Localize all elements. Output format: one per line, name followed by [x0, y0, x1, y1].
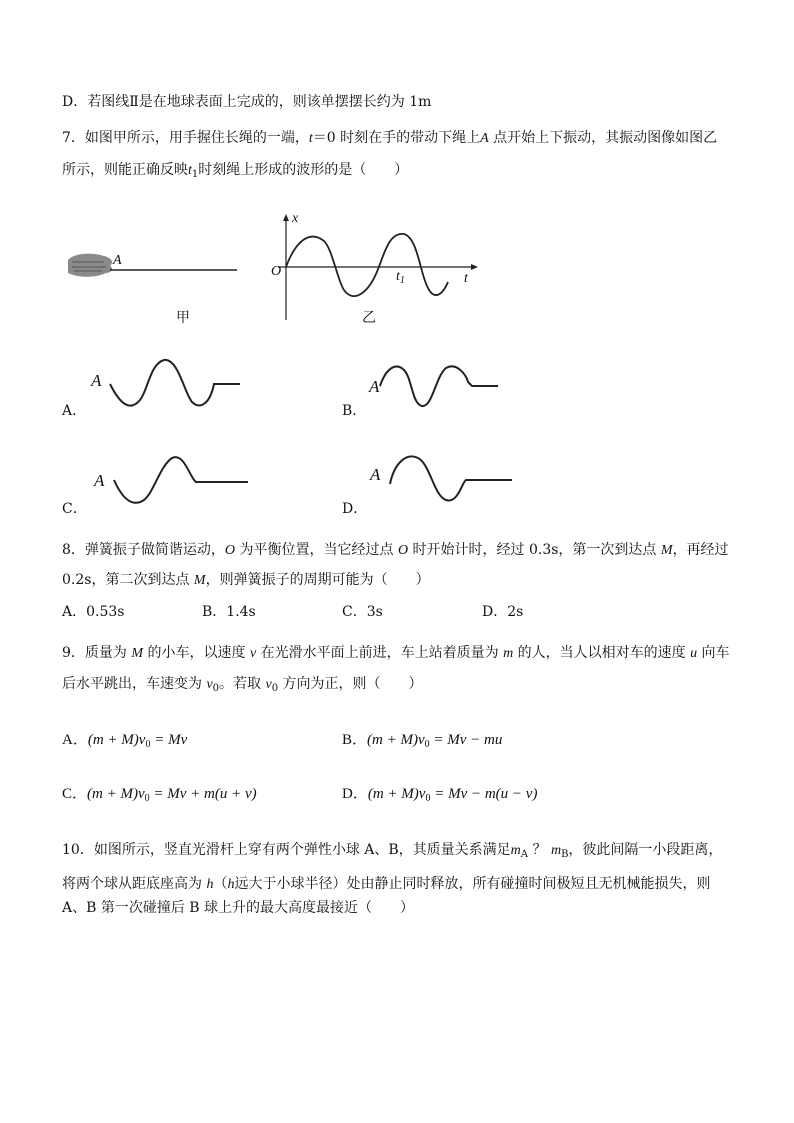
q7-point-a-label: A	[113, 253, 122, 268]
hand-icon	[68, 254, 112, 277]
t-axis-arrow-icon	[471, 264, 478, 270]
q7-stem-line1: 7．如图甲所示，用手握住长绳的一端，t＝0 时刻在手的带动下绳上A 点开始上下振动，其振动图像如图乙	[62, 130, 718, 146]
q7-option-a-wave	[100, 352, 250, 412]
q7-stem-line2: 所示，则能正确反映$t_1$时刻绳上形成的波形的是（ ）	[62, 162, 409, 180]
q8-option-c[interactable]: C．3s	[342, 604, 383, 620]
q7-option-a-point: A	[91, 371, 102, 390]
q9-stem-line2: 后水平跳出，车速变为 $v_0$。若取 $v_0$ 方向为正，则（ ）	[62, 676, 423, 694]
q7-fig-jia-caption: 甲	[176, 310, 190, 326]
q7-axis-t-label: t	[464, 271, 468, 286]
q10-stem-line1: 10．如图所示，竖直光滑杆上穿有两个弹性小球 A、B，其质量关系满足$m_A$ ？ $m_B$，彼此间隔一小段距离，	[62, 842, 723, 860]
q7-option-d-letter[interactable]: D．	[342, 501, 368, 517]
q9-stem-line1: 9．质量为 M 的小车，以速度 v 在光滑水平面上前进，车上站着质量为 m 的人，当人以相对车的速度 u 向车	[62, 645, 730, 661]
q7-option-b-point: A	[369, 377, 380, 396]
x-axis-arrow-icon	[283, 214, 289, 221]
q8-option-d[interactable]: D．2s	[482, 604, 524, 620]
q8-stem-line1: 8．弹簧振子做简谐运动，O 为平衡位置，当它经过点 O 时开始计时，经过 0.3s，第一次到达点 M，再经过	[62, 542, 729, 558]
q7-option-c-wave	[108, 450, 258, 512]
q7-option-b-letter[interactable]: B．	[342, 403, 367, 419]
q9-option-d[interactable]: D．$(m + M)v_0 = Mv - m(u - v)$	[342, 786, 538, 804]
q7-t1-label: $t_1$	[396, 269, 405, 286]
q7-fig-yi-caption: 乙	[362, 310, 376, 326]
q7-option-d-wave	[384, 450, 520, 512]
q7-option-b-wave	[376, 360, 506, 410]
q7-option-c-letter[interactable]: C．	[62, 501, 87, 517]
q10-stem-line2: 将两个球从距底座高为 h（h远大于小球半径）处由静止同时释放，所有碰撞时间极短且无机械能损失，则	[62, 876, 711, 892]
vibration-curve	[286, 234, 448, 296]
q10-stem-line3: A、B 第一次碰撞后 B 球上升的最大高度最接近（ ）	[62, 900, 415, 916]
q9-option-a[interactable]: A．$(m + M)v_0 = Mv$	[62, 732, 188, 750]
q7-figure-yi	[270, 212, 480, 322]
q7-origin-label: O	[271, 264, 282, 279]
q7-option-d-point: A	[370, 465, 381, 484]
q9-option-c[interactable]: C．$(m + M)v_0 = Mv + m(u + v)$	[62, 786, 257, 804]
q8-option-b[interactable]: B．1.4s	[202, 604, 256, 620]
q8-option-a[interactable]: A．0.53s	[62, 604, 125, 620]
q7-option-a-letter[interactable]: A．	[62, 403, 87, 419]
q7-option-c-point: A	[94, 471, 105, 490]
q7-axis-x-label: x	[292, 211, 299, 226]
q8-stem-line2: 0.2s，第二次到达点 M，则弹簧振子的周期可能为（ ）	[62, 572, 430, 588]
q9-option-b[interactable]: B．$(m + M)v_0 = Mv$ − mu	[342, 732, 503, 750]
q6-option-d: D．若图线Ⅱ是在地球表面上完成的，则该单摆摆长约为 1m	[62, 94, 432, 110]
q7-figure-jia	[60, 240, 250, 290]
